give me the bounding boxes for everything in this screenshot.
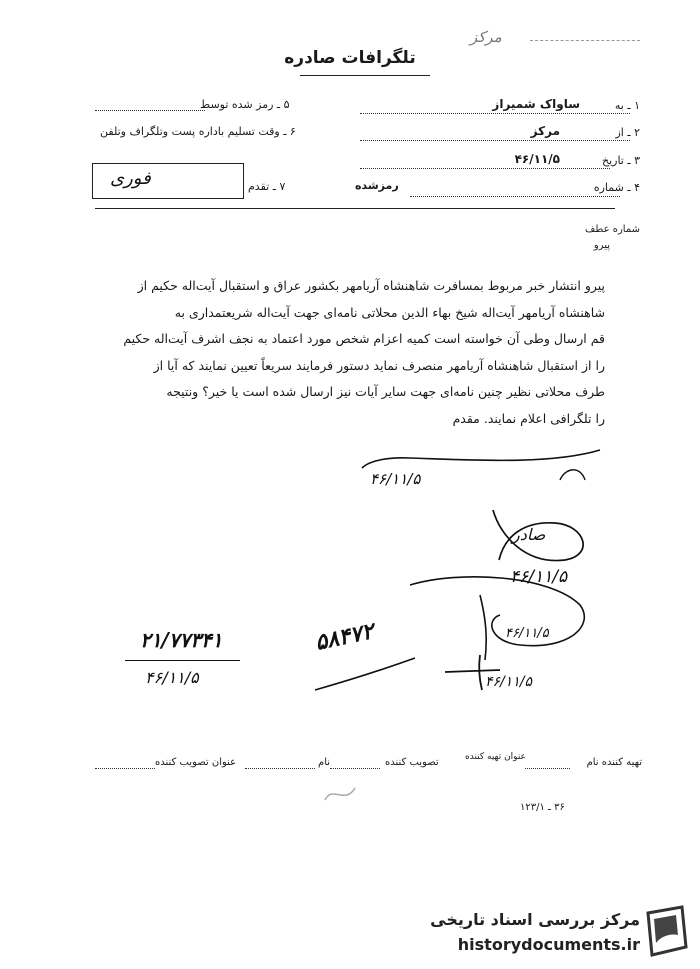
signature-2-word: صادر — [512, 525, 546, 544]
approver-title-label: عنوان تصویب کننده — [155, 757, 237, 768]
handwritten-date-left: ۴۶/۱۱/۵ — [145, 668, 199, 687]
ref-pirow-label: پیرو — [593, 240, 610, 251]
telegram-body — [85, 273, 605, 432]
priority-label: ۷ ـ تقدم — [248, 180, 286, 193]
preparer-label: تهیه کننده نام — [586, 757, 642, 768]
form-code: ۳۶ ـ ۱۲۳/۱ — [520, 802, 565, 813]
top-scribble-line — [530, 40, 640, 41]
approver-name-label: نام — [318, 757, 331, 768]
top-scribble: مرکز — [470, 28, 502, 46]
handwritten-number-mid: ۵۸۴۷۲ — [313, 619, 377, 656]
code-line — [95, 110, 205, 111]
number-line — [410, 196, 620, 197]
header-separator — [95, 208, 615, 209]
approver-label: تصویب کننده — [385, 757, 439, 768]
preparer-line — [525, 768, 570, 769]
date-value: ۴۶/۱۱/۵ — [514, 152, 560, 166]
title-underline — [300, 75, 430, 76]
priority-value: فوری — [110, 168, 151, 189]
approver-line — [330, 768, 380, 769]
delivery-label: ۶ ـ وقت تسلیم باداره پست وتلگراف وتلفن — [100, 125, 296, 138]
from-line — [360, 140, 630, 141]
body-line: را از استقبال شاهنشاه آریامهر منصرف نماید دستور فرمایند سریعاً تعیین نمایند که آیا از — [153, 357, 605, 373]
number-label: ۴ ـ شماره — [593, 181, 640, 194]
signature-2-date: ۴۶/۱۱/۵ — [510, 567, 568, 587]
footer-faint-mark — [320, 780, 360, 810]
handwritten-number-left: ۲۱/۷۷۳۴۱ — [140, 628, 223, 652]
to-value: ساواک شمیراز — [492, 97, 580, 111]
to-label: ۱ ـ به — [614, 99, 640, 112]
code-label: ۵ ـ رمز شده توسط — [200, 98, 290, 111]
watermark-url: historydocuments.ir — [457, 935, 640, 954]
cipher-label: رمزشده — [355, 179, 399, 192]
ref-number-label: شماره عطف — [585, 224, 640, 235]
body-line: پیرو انتشار خبر مربوط بمسافرت شاهنشاه آریامهر بکشور عراق و استقبال آیت‌اله حکیم از — [137, 278, 605, 293]
signature-3-date: ۴۶/۱۱/۵ — [505, 626, 549, 641]
signature-1-date: ۴۶/۱۱/۵ — [370, 470, 421, 488]
date-label: ۳ ـ تاریخ — [601, 154, 640, 167]
body-line: را تلگرافی اعلام نمایند. مقدم — [452, 410, 605, 426]
from-value: مرکز — [530, 124, 560, 138]
preparer-title-label: عنوان تهیه کننده — [465, 752, 526, 762]
handwritten-number-underline — [125, 660, 240, 661]
to-line — [360, 113, 630, 114]
approver-name-line — [245, 768, 315, 769]
body-line: شاهنشاه آریامهر آیت‌اله شیخ بهاء الدین محلاتی نامه‌ای جهت آیت‌اله شریعتمداری به — [174, 304, 605, 320]
watermark-logo-icon — [640, 905, 690, 960]
handwritten-mid-stroke — [310, 655, 420, 695]
body-line: طرف محلاتی نظیر چنین نامه‌ای جهت سایر آیات نیز ارسال شده است یا خیر؟ ونتیجه — [166, 384, 605, 399]
document-title: تلگرافات صادره — [284, 48, 416, 68]
signature-4-date: ۴۶/۱۱/۵ — [485, 674, 533, 690]
from-label: ۲ ـ از — [615, 126, 640, 139]
date-line — [360, 168, 610, 169]
body-line: قم ارسال وطی آن خواسته است کمیه اعزام شخص مورد اعتماد به نجف اشرف آیت‌اله حکیم — [123, 331, 605, 346]
watermark-org-name: مرکز بررسی اسناد تاریخی — [430, 910, 640, 929]
approver-title-line — [95, 768, 155, 769]
